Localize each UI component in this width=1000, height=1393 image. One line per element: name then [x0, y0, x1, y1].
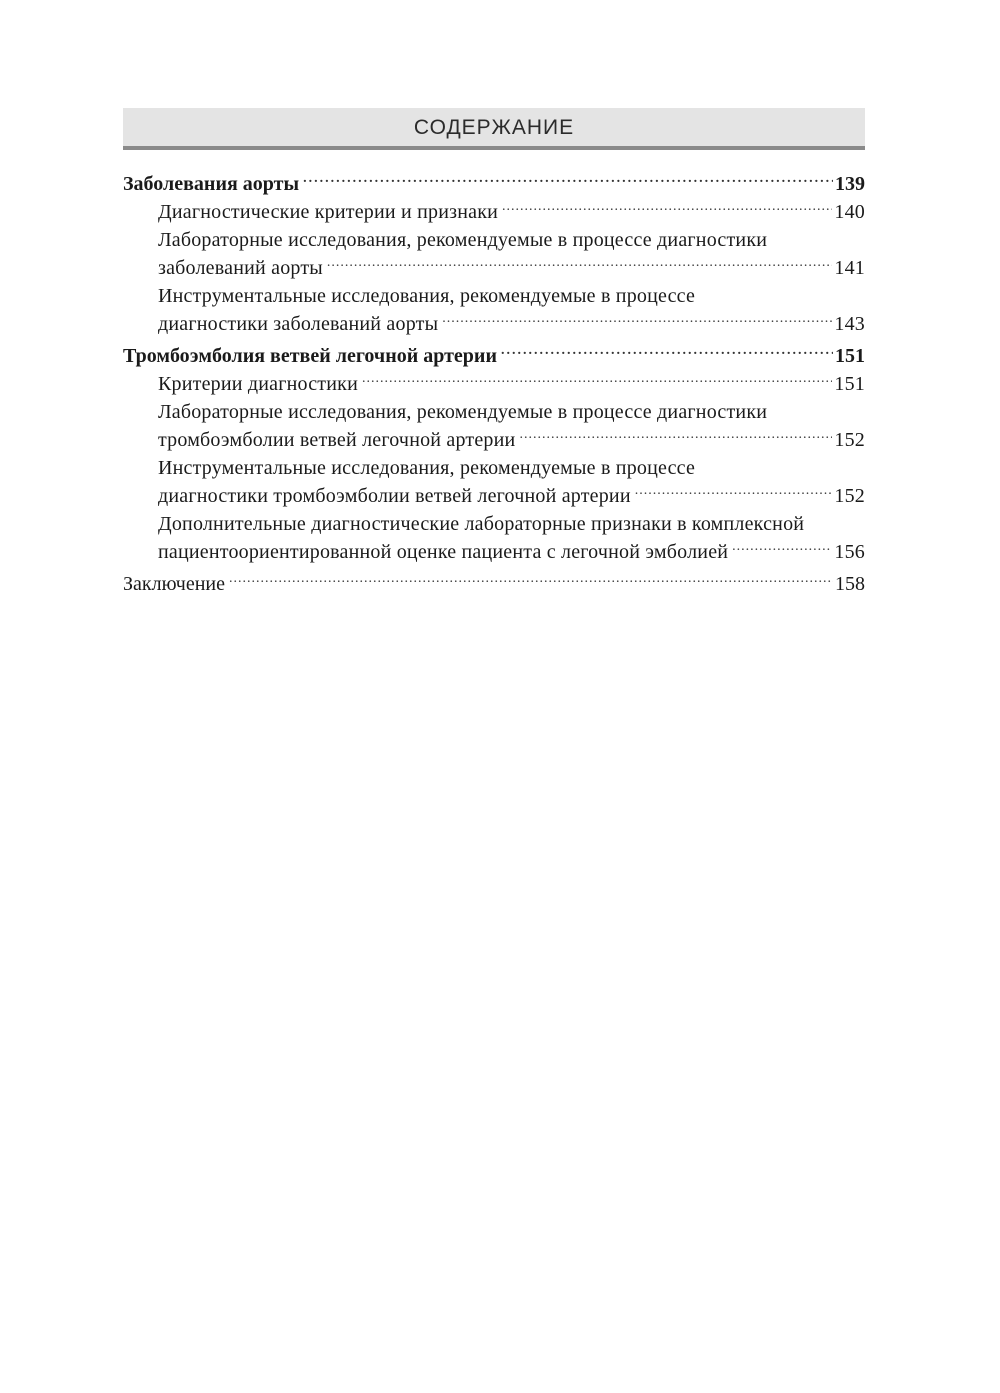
toc-page-number: 141: [834, 257, 865, 279]
dot-leader: [362, 370, 832, 390]
dot-leader: [442, 310, 832, 330]
toc-entry-text: Заболевания аорты: [123, 173, 300, 195]
toc-page-number: 151: [835, 345, 865, 367]
toc-entry-instrumental-tests-pe[interactable]: [123, 454, 865, 510]
toc-entry-pulmonary-embolism[interactable]: [123, 342, 865, 370]
contents-header: [123, 108, 865, 150]
toc-entry-text: Заключение: [123, 573, 225, 595]
dot-leader: [501, 342, 833, 362]
toc-page-number: 140: [834, 201, 865, 223]
dot-leader: [635, 482, 833, 502]
toc-page-number: 143: [834, 313, 865, 335]
toc-page-number: 152: [834, 429, 865, 451]
toc-entry-text: пациентоориентированной оценке пациента с легочной эмболией: [158, 541, 729, 563]
toc-entry-additional-lab-signs[interactable]: [123, 510, 865, 566]
toc-entry-text: Диагностические критерии и признаки: [158, 201, 499, 223]
toc-entry-diagnosis-criteria[interactable]: [123, 370, 865, 398]
dot-leader: [732, 538, 832, 558]
toc-entry-text: заболеваний аорты: [158, 257, 323, 279]
toc-entry-diagnostic-criteria[interactable]: [123, 198, 865, 226]
toc-page-number: 152: [834, 485, 865, 507]
toc-entry-text: диагностики заболеваний аорты: [158, 313, 439, 335]
toc-entry-text-line1: Инструментальные исследования, рекомендуемые в процессе: [158, 457, 696, 479]
dot-leader: [519, 426, 832, 446]
table-of-contents: [123, 170, 865, 598]
toc-entry-text-line1: Лабораторные исследования, рекомендуемые в процессе диагностики: [158, 401, 768, 423]
toc-entry-lab-tests-pe[interactable]: [123, 398, 865, 454]
page-title: СОДЕРЖАНИЕ: [413, 116, 575, 139]
dot-leader: [303, 170, 833, 190]
toc-entry-text-line1: Дополнительные диагностические лабораторные признаки в комплексной: [158, 513, 805, 535]
toc-page-number: 156: [834, 541, 865, 563]
toc-entry-aorta-diseases[interactable]: [123, 170, 865, 198]
toc-entry-instrumental-tests-aorta[interactable]: [123, 282, 865, 338]
dot-leader: [229, 570, 833, 590]
toc-entry-text: Критерии диагностики: [158, 373, 358, 395]
toc-entry-text: диагностики тромбоэмболии ветвей легочной артерии: [158, 485, 631, 507]
toc-entry-text: Тромбоэмболия ветвей легочной артерии: [123, 345, 497, 367]
toc-page-number: 151: [834, 373, 865, 395]
toc-page-number: 139: [835, 173, 865, 195]
toc-entry-text: тромбоэмболии ветвей легочной артерии: [158, 429, 516, 451]
toc-entry-text-line1: Лабораторные исследования, рекомендуемые в процессе диагностики: [158, 229, 768, 251]
dot-leader: [327, 254, 832, 274]
toc-entry-conclusion[interactable]: [123, 570, 865, 598]
dot-leader: [502, 198, 832, 218]
toc-entry-lab-tests-aorta[interactable]: [123, 226, 865, 282]
toc-entry-text-line1: Инструментальные исследования, рекомендуемые в процессе: [158, 285, 696, 307]
toc-page-number: 158: [835, 573, 865, 595]
